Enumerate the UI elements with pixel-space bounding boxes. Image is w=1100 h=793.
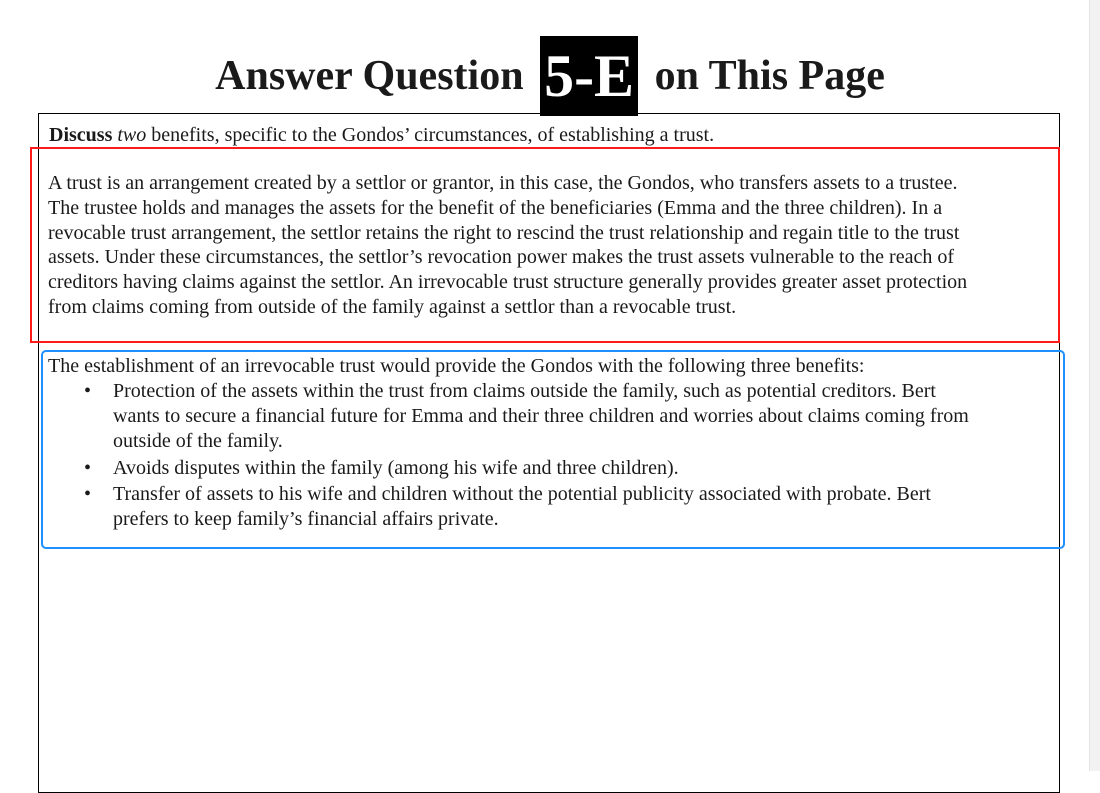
trust-explanation-paragraph xyxy=(48,171,1048,320)
benefits-list xyxy=(0,379,1060,534)
title-prefix: Answer Question xyxy=(215,53,524,99)
list-item-text xyxy=(113,379,1060,454)
benefits-intro: The establishment of an irrevocable trust would provide the Gondos with the following three benefits: xyxy=(48,355,865,377)
list-item-text xyxy=(113,482,1060,532)
list-item-line: prefers to keep family’s financial affairs private. xyxy=(113,508,499,530)
list-item-line: Avoids disputes within the family (among his wife and three children). xyxy=(113,456,679,479)
list-item-text xyxy=(113,456,1060,481)
page-title xyxy=(0,36,1100,116)
paragraph-line: revocable trust arrangement, the settlor retains the right to rescind the trust relationship and regain title to the trust xyxy=(48,221,960,244)
paragraph-line: from claims coming from outside of the family against a settlor than a revocable trust. xyxy=(48,295,737,318)
question-prompt xyxy=(49,122,714,148)
bullet-icon: • xyxy=(84,483,92,505)
title-suffix: on This Page xyxy=(654,53,885,99)
paragraph-line: The trustee holds and manages the assets for the benefit of the beneficiaries (Emma and the three children). In a xyxy=(48,196,943,219)
bullet-icon: • xyxy=(84,456,92,479)
prompt-text: benefits, specific to the Gondos’ circumstances, of establishing a trust. xyxy=(151,124,715,146)
list-item-line: wants to secure a financial future for Emma and their three children and worries about claims coming from xyxy=(113,405,969,427)
list-item-line: outside of the family. xyxy=(113,430,283,452)
list-item-line: Transfer of assets to his wife and children without the potential publicity associated with probate. Bert xyxy=(113,483,931,505)
bullet-icon: • xyxy=(84,380,92,402)
paragraph-line: creditors having claims against the settlor. An irrevocable trust structure generally provides greater asset protection xyxy=(48,271,968,294)
question-label: 5-E xyxy=(540,36,638,116)
list-item xyxy=(0,482,1060,532)
paragraph-line: A trust is an arrangement created by a settlor or grantor, in this case, the Gondos, who transfers assets to a trustee. xyxy=(48,172,958,194)
prompt-count: two xyxy=(117,124,147,146)
list-item-line: Protection of the assets within the trust from claims outside the family, such as potential creditors. Bert xyxy=(113,380,936,402)
list-item xyxy=(0,379,1060,454)
prompt-verb: Discuss xyxy=(49,124,113,146)
list-item xyxy=(0,456,1060,481)
paragraph-line: assets. Under these circumstances, the settlor’s revocation power makes the trust assets vulnerable to the reach of xyxy=(48,246,954,269)
